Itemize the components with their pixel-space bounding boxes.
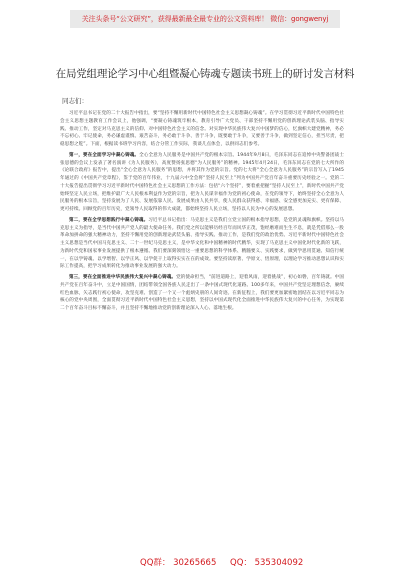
- paragraph-text: 习近平总书记在党的二十大报告中指出，要“坚持不懈用新时代中国特色社会主义思想凝心铸魂”。在学习贯彻习近平新时代中国特色社会主义思想主题教育工作会议上，他强调，“要凝心铸魂筑牢根本，教育引导广大党员、干部坚持不懈用党的创新理论武装头脑、指导实践、推动工作，坚定对马克思主义的信仰、对中国特色社会主义的信念。对实现中华民族伟大复兴中国梦的信心，忆旗帜大建党精神，务必不忘初心、牢记使命，务必谦虚谨慎、艰苦奋斗，务必敢于斗争、善于斗争，既要敢于斗争，又要善于斗争，做到坚定信心，担当尽责，把稳思想之舵”。下面，根据读书班学习内容，结合分管工作实际，我谈几点体会，以供同志们参考。: [60, 111, 344, 147]
- top-banner: [70, 10, 340, 28]
- paragraph: [60, 217, 344, 271]
- paragraph-lead: 第二，要在全学思想践行中凝心铸魂。: [69, 217, 149, 223]
- footer-contact: [0, 556, 408, 570]
- qq-number: QQ： 535304092: [230, 558, 304, 568]
- banner-text: 关注头条号“公文研究”，获得最新最全最专业的公文资料库！ 微信：gongwenyj: [81, 15, 329, 23]
- document-body: [60, 110, 344, 542]
- paragraph: [60, 152, 344, 214]
- paragraph: [60, 274, 344, 313]
- paragraph-lead: 第一，要在全面学习中凝心铸魂。: [69, 152, 140, 158]
- paragraph-lead: 第三，要在全面推进中华民族伟大复兴中凝心铸魂。: [69, 275, 177, 280]
- document-title: 在局党组理论学习中心组暨凝心铸魂专题读书班上的研讨发言材料: [55, 68, 355, 80]
- salutation: 同志们：: [62, 97, 88, 105]
- paragraph-text: 党的使命担当，“前进道路上，迎着风雨，迎着挑战”，初心如磐，百年铸就。中国共产党在百年奋斗中，立足中国国情，团结带领全国各族人民走出了一条中国式现代化道路。100多年来，中国共产党坚定理想信念，赓续红色血脉，矢志践行初心使命，攻坚克难、创造了一个又一个彪炳史册的人间奇迹。在新征程上，我们要更加紧密地团结在以习近平同志为核心的党中央周围，全面贯彻习近平新时代中国特色社会主义思想，坚持以中国式现代化全面推进中华民族伟大复兴的中心任务，为实现第二个百年奋斗目标不懈奋斗，并且坚持不懈地推动党的创新理论深入人心、落地生根。: [60, 275, 344, 311]
- paragraph-text: 全心全意为人民服务是中国共产党的根本宗旨。1944年9月8日，毛泽东同志在追悼中央警备团战士张思德的会议上发表了著名演讲《为人民服务》，高度赞扬张思德“为人民服务”的精神。1945年4月24日，毛泽东同志在党的七大所作的《论联合政府》报告中，提出“全心全意为人民服务”的思想，并将其作为党的宗旨。党的七大将“全心全意为人民服务”的宗旨写入了1945年通过的《中国共产党章程》，鉴于党的百年伟业，十九届六中全会将“坚持人民至上”列为中国共产党百年奋斗重要历史经验之一。党的二十大报告提出贯彻学习习近平新时代中国特色社会主义思想的工作方法：包括“六个坚持”，要着重把握“坚持人民至上”，新时代中国共产党始终坚定人民立场，把维护最广大人民根本利益作为党的宗旨，把为人民谋幸福作为党的初心使命，在党的领导下，始终坚持全心全意为人民服务的根本宗旨，坚持发展为了人民、发展依靠人民、发展成果由人民共享，使人民群众获得感、幸福感、安全感更加充实、更有保障、更可持续。回顾党的百年历史，党领导人民取得的伟大成就，都始终坚持人民立场，坚持以人民为中心的发展思想。: [60, 152, 344, 212]
- qq-group-number: QQ群： 30265665: [140, 558, 217, 568]
- paragraph-text: 习近平总书记指出：马克思主义是我们立党立国的根本指导思想，是党的灵魂和旗帜。坚持以马克思主义为指导，是当代中国共产党人的最大使命任务。我们党之所以能够历经百年而风华正茂，饱经磨难而生生不息，就是凭借那么一股革命加拼命的强大精神动力，坚持不懈用党的创新理论武装头脑、指导实践、推动工作，是我们党的政治优势。习近平新时代中国特色社会主义思想是当代中国马克思主义、二十一世纪马克思主义，是中华文化和中国精神的时代精华，实现了马克思主义中国化时代化新的飞跃，为新时代党和国家事业发展提供了根本遵循。我们要深刻领悟这一重要思想的科学体系、精髓要义、实践要求，做到学思用贯通、知信行统一，在以学铸魂、以学增智、以学正风、以学促干上取得实实在在的成效。要坚持读原著、学原文、悟原理，以理论学习推动思想认识和实际工作提高，把学习成果转化为推动事业发展的强大动力。: [60, 217, 344, 270]
- paragraph: [60, 110, 344, 149]
